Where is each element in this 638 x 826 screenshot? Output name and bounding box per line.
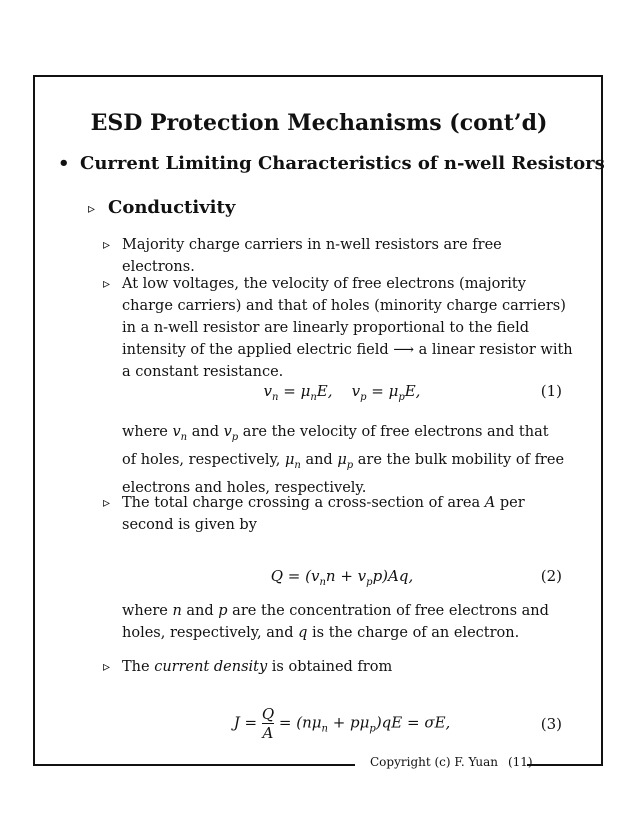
triangle-bullet-icon: ▹ (103, 276, 111, 292)
frame-bottom-right (527, 764, 603, 766)
triangle-bullet-icon: ▹ (103, 659, 111, 675)
triangle-bullet-icon: ▹ (103, 495, 111, 511)
frame-bottom-left (33, 764, 355, 766)
equation-expression: $Q = (v_nn + v_pp)Aq$, (270, 567, 414, 588)
list-item-text: The current density is obtained from (122, 659, 393, 675)
list-item (103, 492, 573, 536)
equation-expression: J = $\frac{Q}{A}$ = $(n\mu_n + p\mu_p)qE = \sigma E$, (233, 705, 451, 742)
list-item-text: The total charge crossing a cross-section of area A per second is given by (122, 495, 525, 533)
list-item (103, 273, 573, 383)
equation-number: (1) (540, 382, 562, 400)
equation-number: (3) (540, 715, 562, 733)
page-number: (11) (507, 755, 533, 769)
footer (370, 755, 533, 769)
equation-number: (2) (540, 567, 562, 585)
subsection-heading (88, 197, 235, 218)
section-heading-text: Current Limiting Characteristics of n-well Resistors (80, 153, 605, 174)
list-item-text: Majority charge carriers in n-well resistors are free electrons. (122, 237, 502, 275)
bullet-icon: • (58, 153, 70, 174)
subsection-heading-text: Conductivity (108, 197, 236, 218)
list-item-text: At low voltages, the velocity of free electrons (majority charge carriers) and that of holes (minority charge carriers) in a n-well resistor are linearly proportional to the field intensity of the applied electric field ⟶ a linear resistor with a constant resistance. (122, 276, 573, 380)
triangle-bullet-icon: ▹ (88, 201, 96, 217)
fraction: $\frac{Q}{A}$ (261, 705, 275, 742)
page-title: ESD Protection Mechanisms (cont’d) (90, 110, 548, 136)
triangle-bullet-icon: ▹ (103, 237, 111, 253)
copyright-text: Copyright (c) F. Yuan (370, 755, 498, 769)
equation-expression: $v_n = \mu_nE$, $v_p = \mu_pE$, (263, 382, 421, 403)
explanation-paragraph: where n and p are the concentration of free electrons and holes, respectively, and q is the charge of an electron. (122, 603, 549, 641)
list-item (103, 234, 573, 278)
section-heading (58, 153, 605, 174)
explanation-paragraph: where $v_n$ and $v_p$ are the velocity of free electrons and that of holes, respectively, $\mu_n$ and $\mu_p$ are the bulk mobility of free electrons and holes, respectively. (122, 424, 565, 496)
list-item (103, 656, 573, 678)
